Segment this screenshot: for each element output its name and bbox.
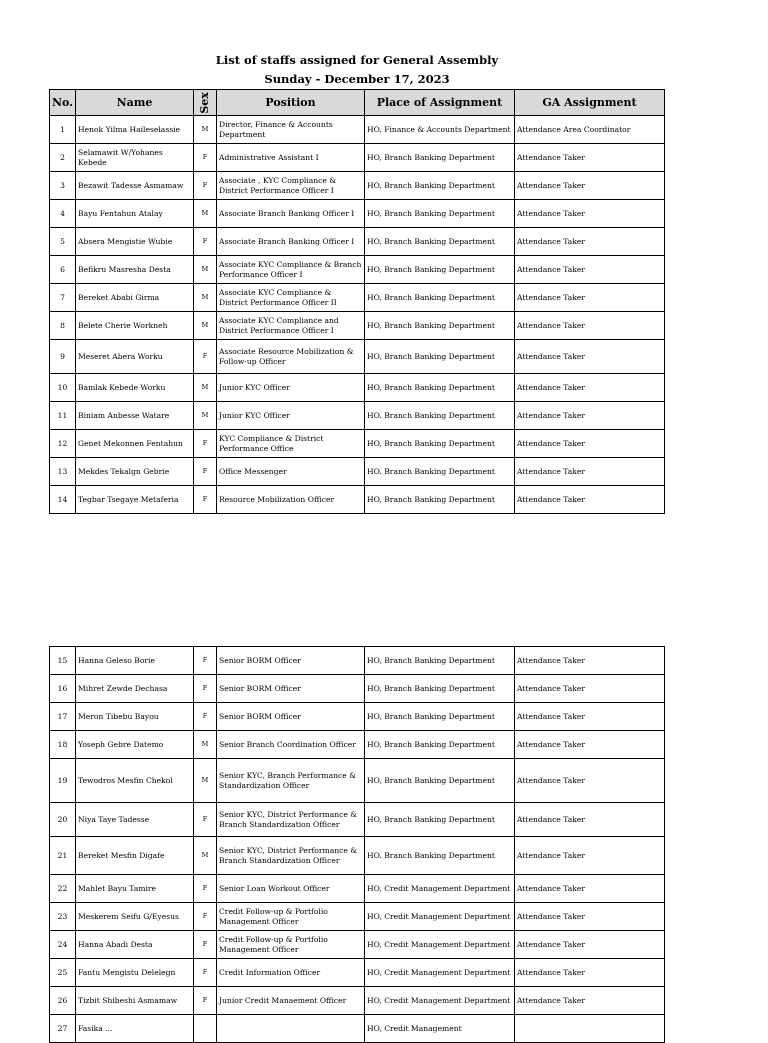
row-position: Administrative Assistant I <box>217 144 365 172</box>
row-name: Tegbar Tsegaye Metaferia <box>76 486 194 514</box>
row-ga: Attendance Taker <box>515 312 665 340</box>
col-header-ga: GA Assignment <box>515 90 665 116</box>
row-no: 16 <box>50 675 76 703</box>
row-place: HO, Credit Management Department <box>365 931 515 959</box>
row-name: Tewodros Mesfin Chekol <box>76 759 194 803</box>
row-sex: F <box>194 458 217 486</box>
row-place: HO, Branch Banking Department <box>365 200 515 228</box>
row-ga: Attendance Taker <box>515 731 665 759</box>
row-ga: Attendance Taker <box>515 931 665 959</box>
table-row <box>50 312 665 340</box>
row-ga: Attendance Taker <box>515 959 665 987</box>
table-row <box>50 284 665 312</box>
row-sex: M <box>194 837 217 875</box>
row-sex: F <box>194 987 217 1015</box>
row-position: Associate KYC Compliance & Branch Performance Officer I <box>217 256 365 284</box>
row-sex: M <box>194 759 217 803</box>
row-position: Junior KYC Officer <box>217 402 365 430</box>
row-no: 3 <box>50 172 76 200</box>
row-sex: F <box>194 903 217 931</box>
row-position: Resource Mobilization Officer <box>217 486 365 514</box>
row-sex: F <box>194 430 217 458</box>
col-header-name: Name <box>76 90 194 116</box>
row-no: 10 <box>50 374 76 402</box>
table-row <box>50 959 665 987</box>
table-row <box>50 228 665 256</box>
row-name: Bayu Fentahun Atalay <box>76 200 194 228</box>
row-place: HO, Credit Management Department <box>365 987 515 1015</box>
row-ga: Attendance Taker <box>515 402 665 430</box>
table-row <box>50 144 665 172</box>
row-place: HO, Branch Banking Department <box>365 703 515 731</box>
row-position: Credit Information Officer <box>217 959 365 987</box>
row-name: Yoseph Gebre Datemo <box>76 731 194 759</box>
row-position: Junior KYC Officer <box>217 374 365 402</box>
row-position: Senior BORM Officer <box>217 703 365 731</box>
table-row <box>50 402 665 430</box>
row-sex: M <box>194 312 217 340</box>
row-ga <box>515 1015 665 1043</box>
table-row <box>50 731 665 759</box>
row-no: 18 <box>50 731 76 759</box>
row-place: HO, Branch Banking Department <box>365 803 515 837</box>
row-position <box>217 1015 365 1043</box>
row-position: Associate Branch Banking Officer I <box>217 228 365 256</box>
row-position: Senior KYC, Branch Performance & Standardization Officer <box>217 759 365 803</box>
row-position: Associate Branch Banking Officer I <box>217 200 365 228</box>
row-name: Mihret Zewde Dechasa <box>76 675 194 703</box>
row-no: 22 <box>50 875 76 903</box>
row-name: Meskerem Seifu G/Eyesus <box>76 903 194 931</box>
table-row <box>50 200 665 228</box>
row-no: 21 <box>50 837 76 875</box>
row-ga: Attendance Taker <box>515 837 665 875</box>
row-place: HO, Credit Management Department <box>365 959 515 987</box>
row-position: Senior BORM Officer <box>217 647 365 675</box>
table-row <box>50 374 665 402</box>
row-no: 17 <box>50 703 76 731</box>
row-name: Fantu Mengistu Delelegn <box>76 959 194 987</box>
row-ga: Attendance Taker <box>515 340 665 374</box>
row-ga: Attendance Taker <box>515 987 665 1015</box>
row-no: 4 <box>50 200 76 228</box>
row-name: Fasika ... <box>76 1015 194 1043</box>
row-sex: M <box>194 374 217 402</box>
table-row <box>50 803 665 837</box>
row-no: 27 <box>50 1015 76 1043</box>
row-place: HO, Branch Banking Department <box>365 144 515 172</box>
row-position: Junior Credit Manaement Officer <box>217 987 365 1015</box>
row-name: Bezawit Tadesse Asmamaw <box>76 172 194 200</box>
row-ga: Attendance Taker <box>515 172 665 200</box>
row-position: Senior Loan Workout Officer <box>217 875 365 903</box>
row-place: HO, Branch Banking Department <box>365 172 515 200</box>
row-sex: M <box>194 116 217 144</box>
table-row <box>50 903 665 931</box>
row-sex: F <box>194 803 217 837</box>
row-ga: Attendance Taker <box>515 458 665 486</box>
row-position: Director, Finance & Accounts Department <box>217 116 365 144</box>
row-position: KYC Compliance & District Performance Office <box>217 430 365 458</box>
row-name: Hanna Geleso Borie <box>76 647 194 675</box>
row-position: Senior KYC, District Performance & Branch Standardization Officer <box>217 837 365 875</box>
row-place: HO, Branch Banking Department <box>365 228 515 256</box>
document-title: List of staffs assigned for General Assembly <box>215 53 499 67</box>
row-name: Henok Yilma Haileselassie <box>76 116 194 144</box>
row-ga: Attendance Taker <box>515 875 665 903</box>
table-row <box>50 647 665 675</box>
row-no: 14 <box>50 486 76 514</box>
row-sex: F <box>194 675 217 703</box>
table-row <box>50 340 665 374</box>
row-no: 25 <box>50 959 76 987</box>
row-place: HO, Branch Banking Department <box>365 340 515 374</box>
document-date: Sunday - December 17, 2023 <box>264 72 450 86</box>
row-place: HO, Credit Management Department <box>365 875 515 903</box>
row-ga: Attendance Taker <box>515 200 665 228</box>
row-sex: F <box>194 486 217 514</box>
row-sex: F <box>194 647 217 675</box>
table-row <box>50 116 665 144</box>
row-name: Hanna Abadi Desta <box>76 931 194 959</box>
row-sex: F <box>194 875 217 903</box>
table-row <box>50 486 665 514</box>
row-no: 24 <box>50 931 76 959</box>
row-position: Senior Branch Coordination Officer <box>217 731 365 759</box>
row-position: Associate Resource Mobilization & Follow-up Officer <box>217 340 365 374</box>
row-ga: Attendance Taker <box>515 228 665 256</box>
row-no: 7 <box>50 284 76 312</box>
row-no: 23 <box>50 903 76 931</box>
row-name: Meseret Abera Worku <box>76 340 194 374</box>
row-no: 13 <box>50 458 76 486</box>
row-no: 6 <box>50 256 76 284</box>
col-header-sex: Sex <box>194 90 217 116</box>
col-header-place: Place of Assignment <box>365 90 515 116</box>
row-ga: Attendance Taker <box>515 647 665 675</box>
staff-table-page-2 <box>49 646 665 1043</box>
row-ga: Attendance Taker <box>515 486 665 514</box>
row-no: 15 <box>50 647 76 675</box>
table-header-row <box>50 90 665 116</box>
row-ga: Attendance Taker <box>515 374 665 402</box>
row-place: HO, Branch Banking Department <box>365 284 515 312</box>
row-ga: Attendance Taker <box>515 144 665 172</box>
row-sex: F <box>194 931 217 959</box>
row-ga: Attendance Taker <box>515 430 665 458</box>
row-name: Bamlak Kebede Worku <box>76 374 194 402</box>
row-place: HO, Branch Banking Department <box>365 430 515 458</box>
col-header-position: Position <box>217 90 365 116</box>
staff-table-page-1 <box>49 89 665 514</box>
row-position: Senior BORM Officer <box>217 675 365 703</box>
row-no: 20 <box>50 803 76 837</box>
row-place: HO, Branch Banking Department <box>365 458 515 486</box>
row-name: Befikru Masresha Desta <box>76 256 194 284</box>
row-place: HO, Branch Banking Department <box>365 759 515 803</box>
row-place: HO, Branch Banking Department <box>365 837 515 875</box>
table-row <box>50 987 665 1015</box>
row-no: 8 <box>50 312 76 340</box>
table-row <box>50 172 665 200</box>
row-position: Credit Follow-up & Portfolio Management Officer <box>217 931 365 959</box>
row-ga: Attendance Taker <box>515 703 665 731</box>
row-no: 11 <box>50 402 76 430</box>
row-no: 26 <box>50 987 76 1015</box>
row-place: HO, Branch Banking Department <box>365 675 515 703</box>
row-ga: Attendance Taker <box>515 759 665 803</box>
col-header-no: No. <box>50 90 76 116</box>
row-no: 19 <box>50 759 76 803</box>
row-name: Bereket Ababi Girma <box>76 284 194 312</box>
row-sex <box>194 1015 217 1043</box>
table-row <box>50 931 665 959</box>
table-row <box>50 458 665 486</box>
row-position: Associate KYC Compliance and District Performance Officer I <box>217 312 365 340</box>
row-name: Mahlet Bayu Tamire <box>76 875 194 903</box>
row-name: Genet Mekonnen Fentahun <box>76 430 194 458</box>
row-place: HO, Branch Banking Department <box>365 374 515 402</box>
table-row <box>50 430 665 458</box>
row-sex: M <box>194 731 217 759</box>
row-no: 1 <box>50 116 76 144</box>
row-place: HO, Branch Banking Department <box>365 647 515 675</box>
row-sex: M <box>194 200 217 228</box>
row-name: Meron Tibebu Bayou <box>76 703 194 731</box>
row-sex: F <box>194 144 217 172</box>
table-row <box>50 703 665 731</box>
row-name: Selamawit W/Yohanes Kebede <box>76 144 194 172</box>
row-place: HO, Finance & Accounts Department <box>365 116 515 144</box>
row-sex: M <box>194 284 217 312</box>
row-position: Associate , KYC Compliance & District Performance Officer I <box>217 172 365 200</box>
row-no: 5 <box>50 228 76 256</box>
row-place: HO, Branch Banking Department <box>365 256 515 284</box>
row-sex: M <box>194 402 217 430</box>
row-place: HO, Branch Banking Department <box>365 312 515 340</box>
row-name: Tizbit Shibeshi Asmamaw <box>76 987 194 1015</box>
row-name: Bereket Mesfin Digafe <box>76 837 194 875</box>
row-position: Associate KYC Compliance & District Performance Officer II <box>217 284 365 312</box>
row-name: Biniam Anbesse Watare <box>76 402 194 430</box>
row-sex: F <box>194 340 217 374</box>
table-row <box>50 1015 665 1043</box>
row-position: Credit Follow-up & Portfolio Management Officer <box>217 903 365 931</box>
row-place: HO, Branch Banking Department <box>365 731 515 759</box>
row-place: HO, Credit Management Department <box>365 903 515 931</box>
row-sex: F <box>194 228 217 256</box>
row-place: HO, Credit Management <box>365 1015 515 1043</box>
row-ga: Attendance Taker <box>515 256 665 284</box>
row-ga: Attendance Taker <box>515 903 665 931</box>
row-no: 9 <box>50 340 76 374</box>
row-place: HO, Branch Banking Department <box>365 486 515 514</box>
table-row <box>50 256 665 284</box>
table-row <box>50 875 665 903</box>
row-name: Absera Mengistie Wubie <box>76 228 194 256</box>
row-sex: F <box>194 959 217 987</box>
row-name: Mekdes Tekalgn Gebrie <box>76 458 194 486</box>
row-ga: Attendance Area Coordinator <box>515 116 665 144</box>
table-row <box>50 759 665 803</box>
row-name: Belete Cherie Workneh <box>76 312 194 340</box>
row-position: Senior KYC, District Performance & Branch Standardization Officer <box>217 803 365 837</box>
row-place: HO, Branch Banking Department <box>365 402 515 430</box>
row-no: 12 <box>50 430 76 458</box>
table-row <box>50 837 665 875</box>
row-sex: M <box>194 256 217 284</box>
row-ga: Attendance Taker <box>515 284 665 312</box>
row-ga: Attendance Taker <box>515 803 665 837</box>
row-no: 2 <box>50 144 76 172</box>
row-ga: Attendance Taker <box>515 675 665 703</box>
row-sex: F <box>194 703 217 731</box>
row-name: Niya Taye Tadesse <box>76 803 194 837</box>
row-position: Office Messenger <box>217 458 365 486</box>
table-row <box>50 675 665 703</box>
row-sex: F <box>194 172 217 200</box>
